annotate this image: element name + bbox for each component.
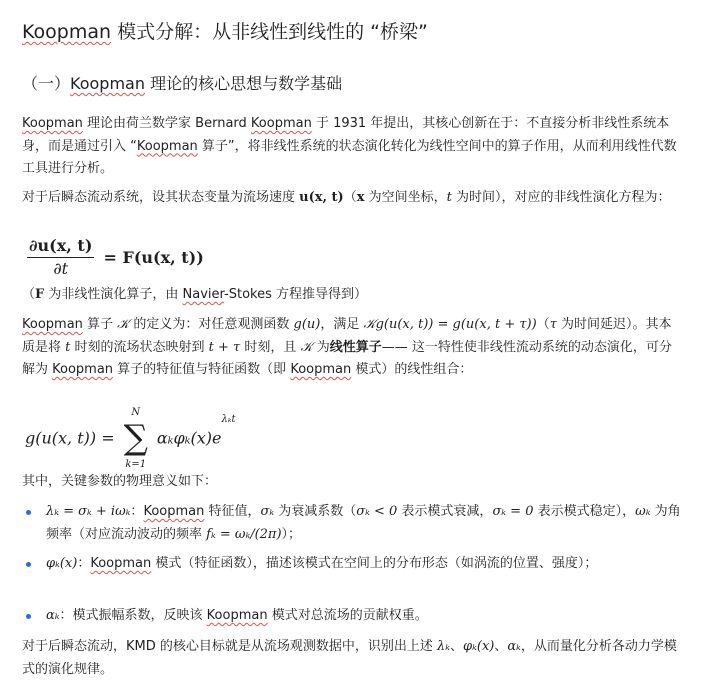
section-text: 理论的核心思想与数学基础 xyxy=(144,74,343,93)
paragraph-state xyxy=(22,187,682,210)
equation-exponent: λₖt xyxy=(221,414,236,426)
formula-lambda: λₖ = σₖ + iωₖ xyxy=(46,504,131,519)
text: 于 1931 年提出，其核心创新在于：不直接分析非线性系统本身，而是通过引入 “ xyxy=(22,116,670,154)
formula-sigma-zero: σₖ = 0 xyxy=(492,504,534,519)
text: 对于后瞬态流动系统，设其状态变量为流场速度 xyxy=(22,190,300,205)
formula-frequency: fₖ = ωₖ/(2π) xyxy=(206,526,282,542)
text: 特征值， xyxy=(204,504,261,519)
section-prefix: （一） xyxy=(22,74,71,93)
formula-t: t xyxy=(65,339,71,355)
formula-K: 𝒦 xyxy=(300,339,313,355)
list-item-text xyxy=(46,501,682,546)
text: 其中，关键参数的物理意义如下： xyxy=(22,474,218,489)
bold-text: 线性算子 xyxy=(329,339,382,355)
text: -Stokes 方程推导得到） xyxy=(224,287,367,302)
spellcheck-word: Koopman xyxy=(90,556,152,571)
text: 为角频率（对应流动波动的频率 xyxy=(46,504,681,542)
text: ，满足 xyxy=(320,317,364,332)
formula-sigma-neg: σₖ < 0 xyxy=(356,504,398,519)
text: 对于后瞬态流动，KMD 的核心目标就是从流场观测数据中，识别出上述 xyxy=(22,639,438,654)
text: 表示模式衰减， xyxy=(397,504,493,519)
text: ： xyxy=(77,556,91,571)
equation-evolution xyxy=(27,235,204,280)
formula-tau: τ xyxy=(549,317,557,332)
page-title xyxy=(22,19,428,45)
formula-phi: φₖ(x) xyxy=(46,556,78,571)
text: 模式）的线性组合： xyxy=(351,362,473,377)
fraction-numerator: ∂u(x, t) xyxy=(27,235,94,258)
paragraph-operator-note xyxy=(22,284,682,307)
text: 时刻的流场状态映射到 xyxy=(70,339,209,355)
formula-phi: φₖ(x) xyxy=(463,639,495,654)
section-heading xyxy=(22,72,342,96)
text: 、 xyxy=(494,639,508,654)
formula-definition: 𝒦g(u(x, t)) = g(u(x, t + τ)) xyxy=(363,317,537,332)
text: 为时间），对应的非线性演化方程为： xyxy=(451,190,671,205)
paragraph-conclusion xyxy=(22,636,682,681)
formula-g: g(u) xyxy=(293,317,321,332)
spellcheck-word: Koopman xyxy=(52,362,114,377)
text: 算子”，将非线性系统的状态演化转化为线性空间中的算子作用，从而利用线性代数工具进行分析。 xyxy=(22,138,677,176)
equation-rhs: αₖφₖ(x)e xyxy=(156,428,222,448)
text: 为非线性演化算子，由 xyxy=(44,287,183,302)
formula-sigma: σₖ xyxy=(260,504,275,519)
spellcheck-word: Koopman xyxy=(70,74,145,93)
text: 为衰减系数（ xyxy=(274,504,357,519)
formula-alpha: αₖ xyxy=(46,608,60,623)
text: 模式对总流场的贡献权重。 xyxy=(267,608,428,623)
text: —— 这一特性使非线性流动系统的动态演化，可分解为 xyxy=(22,339,672,377)
formula-t-tau: t + τ xyxy=(208,339,241,355)
spellcheck-word: Koopman xyxy=(22,116,83,131)
text: 为 xyxy=(312,339,330,355)
text: 、 xyxy=(450,639,464,654)
summation-lower: k=1 xyxy=(125,459,147,470)
list-item xyxy=(22,605,682,628)
text: 为时间延迟）。其本质是将 xyxy=(22,317,672,355)
text: 为空间坐标， xyxy=(364,190,447,205)
text: 理论由荷兰数学家 Bernard xyxy=(82,116,251,131)
formula-lambda: λₖ xyxy=(437,639,451,654)
equation-decomposition xyxy=(25,407,236,470)
spellcheck-word: Koopman xyxy=(250,116,312,131)
spellcheck-word: Koopman xyxy=(22,21,112,43)
spellcheck-word: Koopman xyxy=(206,608,268,623)
text: ： xyxy=(130,504,144,519)
text: （ xyxy=(343,190,357,205)
fraction xyxy=(27,235,94,280)
paragraph-params-intro xyxy=(22,471,682,494)
spellcheck-word: Koopman xyxy=(22,317,83,332)
title-text: 模式分解：从非线性到线性的 “桥梁” xyxy=(111,21,428,43)
text: 模式（特征函数），描述该模式在空间上的分布形态（如涡流的位置、强度）； xyxy=(151,556,598,571)
text: 的定义为：对任意观测函数 xyxy=(129,317,294,332)
list-item xyxy=(22,501,682,546)
text: 算子的特征值与特征函数（即 xyxy=(113,362,291,377)
spellcheck-word: Koopman xyxy=(136,138,198,154)
list-item-text xyxy=(46,605,682,628)
bullet-dot xyxy=(26,510,31,515)
bullet-dot xyxy=(26,562,31,567)
text: 时刻，且 xyxy=(240,339,301,355)
list-item-text xyxy=(46,553,682,576)
formula-x: x xyxy=(356,190,365,205)
formula-F: F xyxy=(35,287,45,302)
text: （ xyxy=(536,317,550,332)
text: （ xyxy=(22,287,36,302)
paragraph-intro xyxy=(22,113,682,181)
formula-alpha: αₖ xyxy=(507,639,521,654)
formula-K: 𝒦 xyxy=(117,317,130,332)
paragraph-koopman-operator xyxy=(22,314,682,382)
summation-symbol: ∑ xyxy=(123,418,148,458)
text: ，从而量化分析各动力学模式的演化规律。 xyxy=(22,639,677,677)
equation-rhs: = F(u(x, t)) xyxy=(103,248,204,267)
text: 算子 xyxy=(82,317,118,332)
list-item xyxy=(22,553,682,576)
summation xyxy=(120,407,152,470)
formula-velocity: u(x, t) xyxy=(299,190,344,205)
fraction-denominator: ∂t xyxy=(53,259,69,278)
summation-upper: N xyxy=(131,407,141,418)
formula-t: t xyxy=(446,190,452,205)
spellcheck-word: Koopman xyxy=(290,362,352,377)
bullet-dot xyxy=(26,614,31,619)
equation-lhs: g(u(x, t)) = xyxy=(25,428,115,448)
text: ：模式振幅系数，反映该 xyxy=(59,608,207,623)
spellcheck-word: Navier xyxy=(182,287,225,302)
text: 表示模式稳定）， xyxy=(533,504,636,519)
spellcheck-word: Koopman xyxy=(143,504,205,519)
formula-omega: ωₖ xyxy=(635,504,651,519)
text: ）； xyxy=(281,526,302,542)
